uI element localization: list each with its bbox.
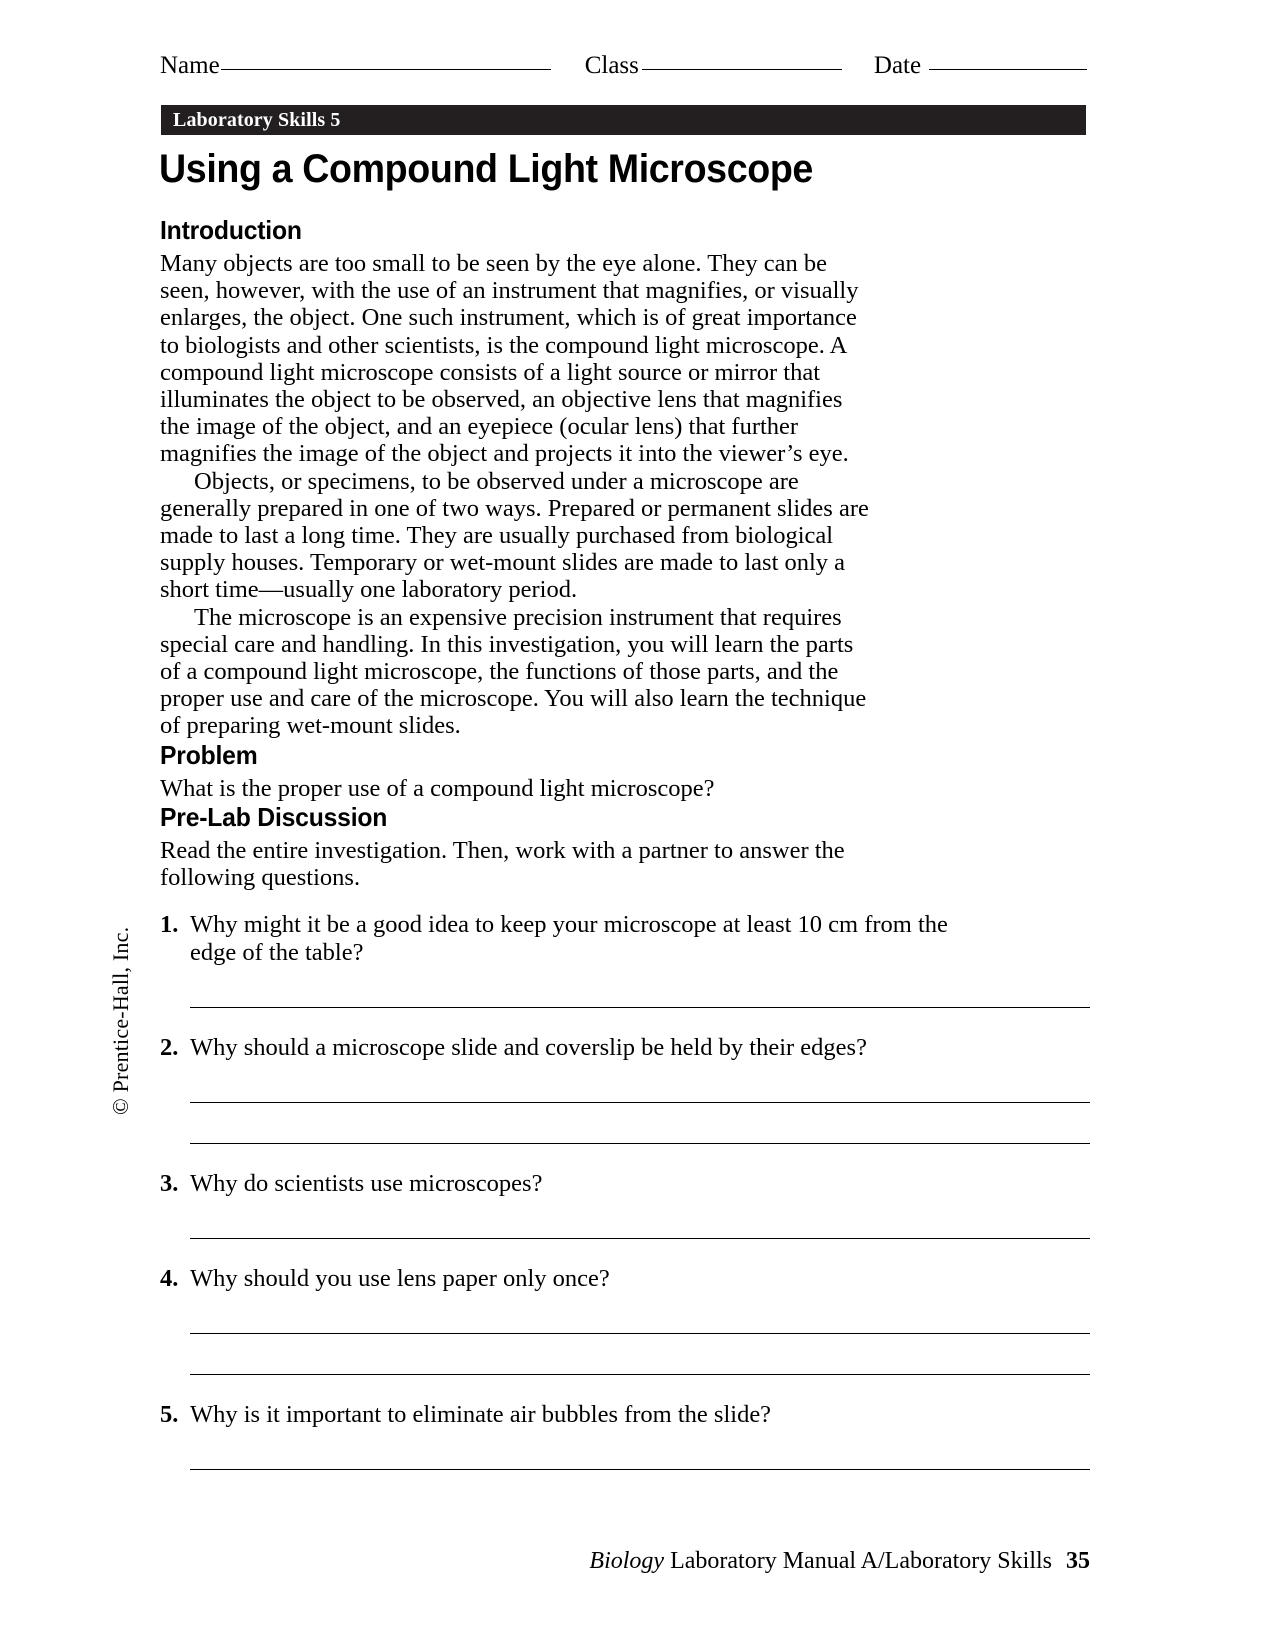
answer-write-line[interactable]: [190, 1333, 1090, 1334]
lab-banner-label: Laboratory Skills 5: [173, 108, 341, 131]
name-write-line[interactable]: [221, 69, 551, 70]
introduction-paragraph-3: The microscope is an expensive precision instrument that requires special care and handling. In this investigation, you will learn the parts of a compound light microscope, the functions of those parts, and the proper use and care of the microscope. You will also learn the technique of preparing wet-mount slides.: [160, 603, 867, 740]
question-text: Why do scientists use microscopes?: [190, 1169, 543, 1197]
question-number: 3.: [160, 1169, 179, 1197]
page-footer: [160, 1548, 1090, 1575]
question-item-5: [160, 1401, 1090, 1471]
footer-manual-text: Laboratory Manual A/Laboratory Skills: [664, 1548, 1052, 1574]
question-number: 5.: [160, 1400, 179, 1428]
question-text: Why is it important to eliminate air bubbles from the slide?: [190, 1400, 772, 1428]
question-row: [160, 1265, 1090, 1293]
date-write-line[interactable]: [929, 69, 1087, 70]
page-title: Using a Compound Light Microscope: [159, 147, 813, 191]
prelab-question-list: [160, 911, 1090, 1470]
lab-banner: [161, 105, 1086, 135]
prelab-instructions: Read the entire investigation. Then, work with a partner to answer the following questions.: [160, 836, 845, 892]
spacer: [160, 1008, 1090, 1034]
question-text: Why should a microscope slide and coverslip be held by their edges?: [190, 1034, 867, 1062]
class-write-line[interactable]: [642, 69, 842, 70]
section-heading-prelab-discussion: Pre-Lab Discussion: [160, 801, 388, 832]
question-row: [160, 1401, 1090, 1429]
question-text: Why should you use lens paper only once?: [190, 1265, 610, 1293]
name-field-group: [160, 52, 551, 80]
question-number: 2.: [160, 1034, 179, 1062]
answer-write-line[interactable]: [190, 1102, 1090, 1103]
content-column: [160, 215, 1090, 1470]
page-number: 35: [1066, 1548, 1090, 1574]
spacer: [160, 1375, 1090, 1401]
question-text: Why might it be a good idea to keep your microscope at least 10 cm from the edge of the table?: [190, 911, 948, 966]
section-heading-problem: Problem: [160, 739, 258, 770]
problem-statement: What is the proper use of a compound light microscope?: [160, 774, 715, 802]
introduction-paragraph-2: Objects, or specimens, to be observed under a microscope are generally prepared in one of two ways. Prepared or permanent slides are made to last a long time. They are usually purchased from biological supply houses. Temporary or wet-mount slides are made to last only a short time—usually one laboratory period.: [160, 467, 869, 604]
date-label: Date: [873, 52, 922, 79]
answer-lines-5: [190, 1469, 1090, 1470]
question-row: [160, 1170, 1090, 1198]
spacer: [160, 1144, 1090, 1170]
copyright-notice: © Prentice-Hall, Inc.: [108, 926, 133, 1115]
answer-lines-4: [190, 1333, 1090, 1375]
answer-lines-2: [190, 1102, 1090, 1144]
class-label: Class: [584, 52, 639, 79]
introduction-paragraph-1: Many objects are too small to be seen by the eye alone. They can be seen, however, with the use of an instrument that magnifies, or visually enlarges, the object. One such instrument, which is of great importance to biologists and other scientists, is the compound light microscope. A compound light microscope consists of a light source or mirror that illuminates the object to be observed, an objective lens that magnifies the image of the object, and an eyepiece (ocular lens) that further magnifies the image of the object and projects it into the viewer’s eye.: [160, 250, 859, 468]
answer-write-line[interactable]: [190, 1469, 1090, 1470]
class-field-group: [585, 52, 842, 80]
question-item-2: [160, 1034, 1090, 1144]
question-row: [160, 911, 1090, 966]
question-number: 1.: [160, 911, 179, 939]
spacer: [160, 1239, 1090, 1265]
question-row: [160, 1034, 1090, 1062]
name-label: Name: [160, 52, 220, 79]
date-field-group: [874, 52, 1087, 80]
question-item-3: [160, 1170, 1090, 1240]
question-number: 4.: [160, 1265, 179, 1293]
section-heading-introduction: Introduction: [160, 215, 302, 245]
student-info-row: [160, 52, 1090, 80]
question-item-4: [160, 1265, 1090, 1375]
question-item-1: [160, 911, 1090, 1008]
footer-book-title: Biology: [589, 1548, 665, 1574]
